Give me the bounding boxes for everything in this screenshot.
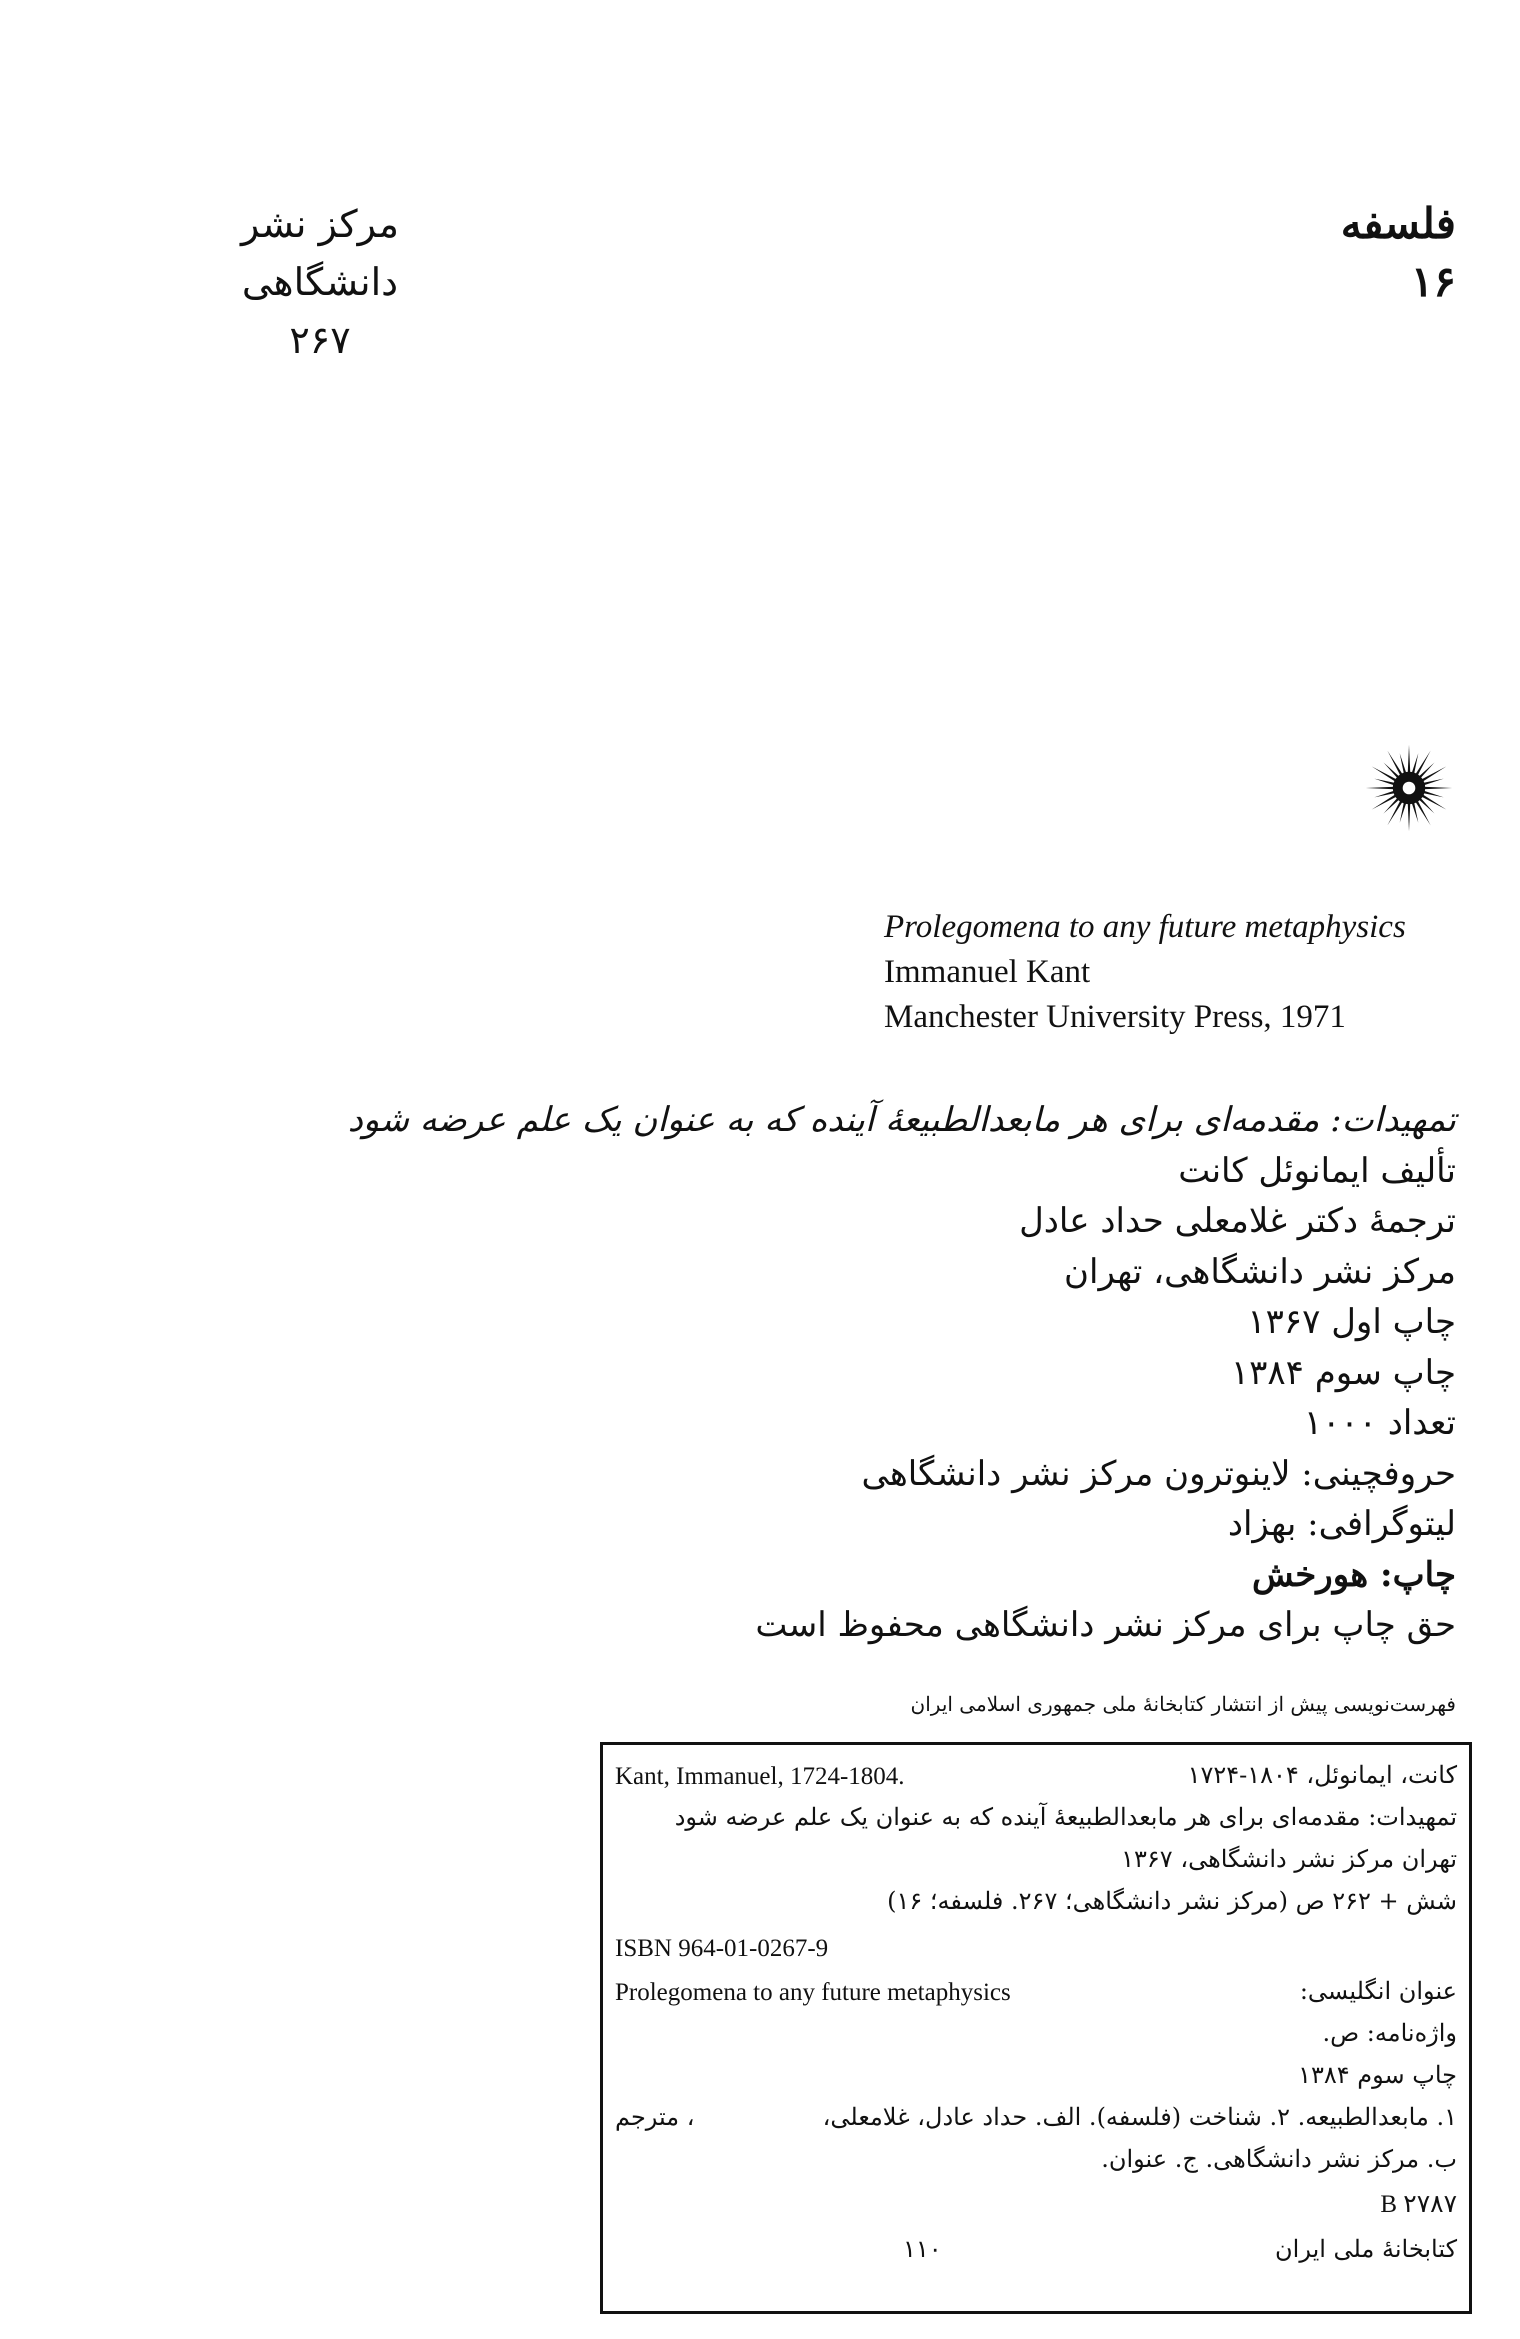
persian-author: تألیف ایمانوئل کانت bbox=[1178, 1150, 1456, 1191]
logo-ray bbox=[1408, 802, 1411, 831]
logo-ray bbox=[1411, 753, 1418, 774]
logo-ray bbox=[1421, 794, 1447, 810]
cip-classification: B ۲۷۸۷ bbox=[1380, 2191, 1457, 2218]
cip-english-title-label: عنوان انگلیسی: bbox=[1299, 1977, 1457, 2005]
cip-title-fa: تمهیدات: مقدمه‌ای برای هر مابعدالطبیعهٔ آینده که به عنوان یک علم عرضه شود bbox=[674, 1803, 1457, 1831]
original-publisher: Manchester University Press, 1971 bbox=[884, 999, 1346, 1035]
logo-ray bbox=[1415, 800, 1431, 826]
cip-page-number: ۱۱۰ bbox=[903, 2235, 942, 2263]
logo-ray bbox=[1374, 790, 1395, 797]
logo-ray bbox=[1423, 779, 1444, 786]
logo-ray bbox=[1387, 800, 1403, 826]
logo-ray bbox=[1400, 753, 1407, 774]
original-author: Immanuel Kant bbox=[884, 954, 1091, 990]
cip-record-box bbox=[600, 1742, 1472, 2314]
original-edition-info bbox=[884, 905, 1484, 1040]
cip-third-print: چاپ سوم ۱۳۸۴ bbox=[1298, 2061, 1457, 2089]
cip-imprint: تهران مرکز نشر دانشگاهی، ۱۳۶۷ bbox=[1121, 1845, 1457, 1873]
logo-ray bbox=[1408, 745, 1411, 774]
publisher-series-name: مرکز نشر دانشگاهی bbox=[241, 202, 399, 304]
cip-english-title-value: Prolegomena to any future metaphysics bbox=[615, 1979, 1011, 2006]
first-print: چاپ اول ۱۳۶۷ bbox=[1247, 1302, 1456, 1342]
series-label-publisher bbox=[170, 195, 470, 369]
logo-ray bbox=[1372, 766, 1398, 782]
cip-added-entries: ب. مرکز نشر دانشگاهی. ج. عنوان. bbox=[1101, 2145, 1457, 2173]
cip-subjects: ۱. مابعدالطبیعه. ۲. شناخت (فلسفه). الف. حداد عادل، غلامعلی، bbox=[822, 2103, 1457, 2131]
logo-ray bbox=[1418, 797, 1434, 813]
third-print: چاپ سوم ۱۳۸۴ bbox=[1230, 1352, 1456, 1393]
logo-ray bbox=[1374, 779, 1395, 786]
cip-translator-role: ، مترجم bbox=[615, 2103, 695, 2131]
printer: چاپ: هورخش bbox=[1251, 1554, 1456, 1595]
series-label-philosophy bbox=[1156, 195, 1456, 311]
typesetting: حروفچینی: لاینوترون مرکز نشر دانشگاهی bbox=[861, 1453, 1456, 1494]
logo-ray bbox=[1384, 797, 1400, 813]
series-name: فلسفه bbox=[1340, 199, 1456, 248]
logo-ray bbox=[1418, 763, 1434, 779]
persian-translator: ترجمهٔ دکتر غلامعلی حداد عادل bbox=[1019, 1201, 1456, 1241]
persian-title: تمهیدات: مقدمه‌ای برای هر مابعدالطبیعهٔ آینده که به عنوان یک علم عرضه شود bbox=[347, 1100, 1456, 1140]
logo-ray bbox=[1415, 751, 1431, 777]
logo-ray bbox=[1400, 802, 1407, 823]
copyright-notice: حق چاپ برای مرکز نشر دانشگاهی محفوظ است bbox=[755, 1605, 1456, 1645]
cip-author-fa: کانت، ایمانوئل، ۱۸۰۴-۱۷۲۴ bbox=[1187, 1761, 1457, 1789]
logo-ray bbox=[1384, 763, 1400, 779]
logo-ray bbox=[1372, 794, 1398, 810]
logo-ray bbox=[1423, 787, 1452, 790]
persian-colophon bbox=[326, 1095, 1456, 1651]
logo-ray bbox=[1411, 802, 1418, 823]
cip-collation: شش + ۲۶۲ ص (مرکز نشر دانشگاهی؛ ۲۶۷. فلسفه؛ ۱۶) bbox=[887, 1887, 1457, 1915]
logo-ray bbox=[1387, 751, 1403, 777]
logo-ray bbox=[1366, 787, 1395, 790]
series-number: ۱۶ bbox=[1410, 257, 1456, 306]
lithography: لیتوگرافی: بهزاد bbox=[1227, 1504, 1456, 1544]
cip-author-en: Kant, Immanuel, 1724-1804. bbox=[615, 1763, 905, 1790]
persian-publisher: مرکز نشر دانشگاهی، تهران bbox=[1064, 1251, 1456, 1292]
publisher-series-number: ۲۶۷ bbox=[289, 318, 351, 362]
logo-ray bbox=[1423, 790, 1444, 797]
cip-header: فهرست‌نویسی پیش از انتشار کتابخانهٔ ملی جمهوری اسلامی ایران bbox=[910, 1692, 1456, 1716]
publisher-sunburst-icon bbox=[1364, 743, 1454, 833]
original-title: Prolegomena to any future metaphysics bbox=[884, 909, 1406, 945]
logo-ray bbox=[1421, 766, 1447, 782]
cip-glossary: واژه‌نامه: ص. bbox=[1322, 2019, 1457, 2047]
print-run: تعداد ۱۰۰۰ bbox=[1303, 1403, 1456, 1443]
cip-isbn: ISBN 964-01-0267-9 bbox=[615, 1935, 829, 1962]
cip-library: کتابخانهٔ ملی ایران bbox=[1275, 2235, 1457, 2263]
